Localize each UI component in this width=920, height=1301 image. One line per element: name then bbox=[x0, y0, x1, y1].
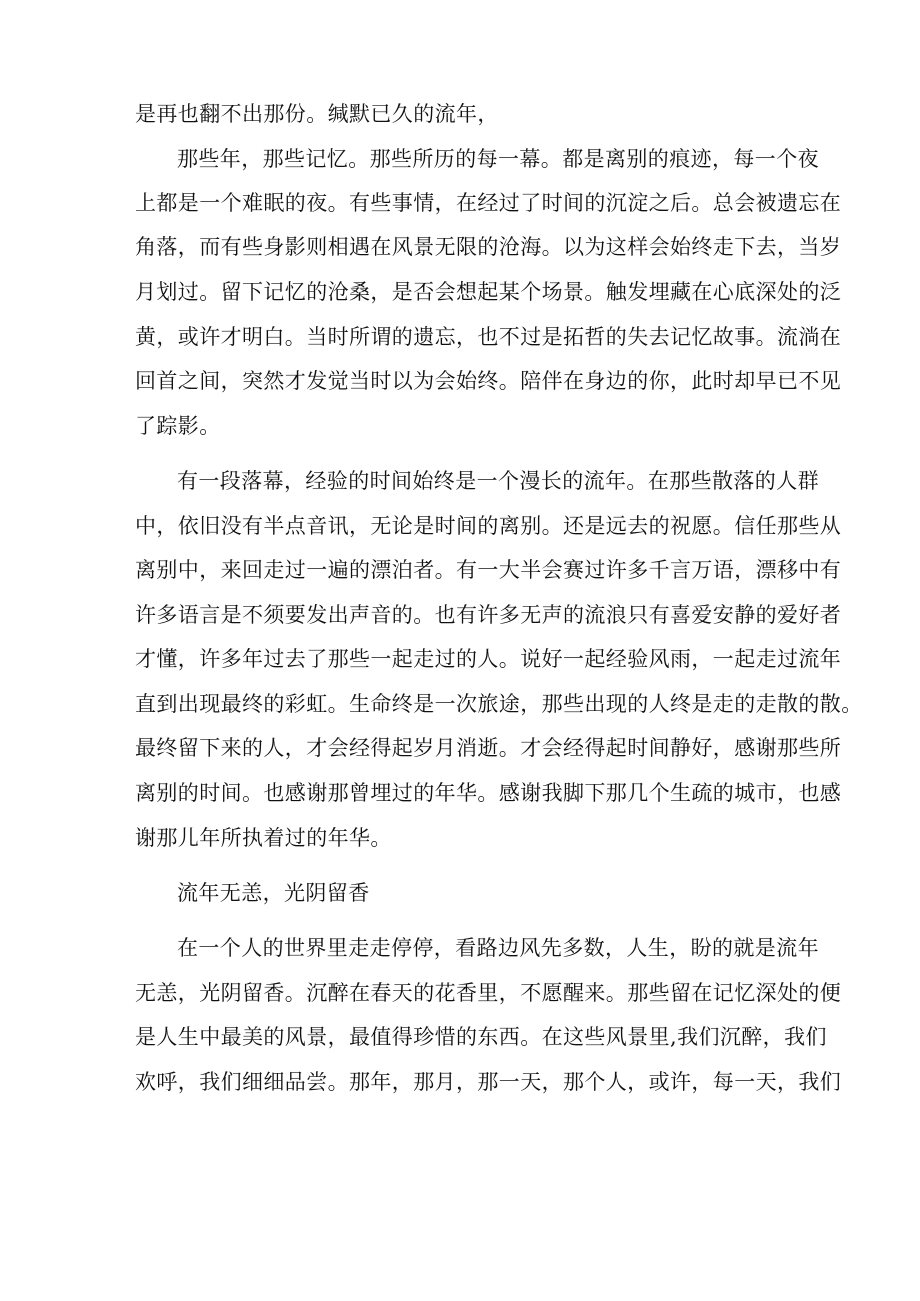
text-line: 中，依旧没有半点音讯，无论是时间的离别。还是远去的祝愿。信任那些从 bbox=[135, 514, 842, 538]
text-line: 许多语言是不须要发出声音的。也有许多无声的流浪只有喜爱安静的爱好者 bbox=[135, 603, 842, 627]
paragraph-first-line: 那些年，那些记忆。那些所历的每一幕。都是离别的痕迹，每一个夜 bbox=[177, 147, 819, 171]
section-heading: 流年无恙，光阴留香 bbox=[177, 881, 370, 905]
text-line: 月划过。留下记忆的沧桑，是否会想起某个场景。触发埋藏在心底深处的泛 bbox=[135, 280, 842, 304]
text-line: 欢呼，我们细细品尝。那年，那月，那一天，那个人，或许，每一天，我们 bbox=[135, 1070, 842, 1094]
paragraph-first-line: 在一个人的世界里走走停停，看路边风先多数，人生，盼的就是流年 bbox=[177, 936, 819, 960]
text-line: 是人生中最美的风景，最值得珍惜的东西。在这些风景里,我们沉醉，我们 bbox=[135, 1025, 827, 1049]
text-line: 最终留下来的人，才会经得起岁月消逝。才会经得起时间静好，感谢那些所 bbox=[135, 736, 842, 760]
text-line: 无恙，光阴留香。沉醉在春天的花香里，不愿醒来。那些留在记忆深处的便 bbox=[135, 981, 842, 1005]
text-line: 离别中，来回走过一遍的漂泊者。有一大半会赛过许多千言万语，漂移中有 bbox=[135, 558, 842, 582]
text-line: 是再也翻不出那份。缄默已久的流年， bbox=[135, 102, 499, 126]
text-line: 上都是一个难眠的夜。有些事情，在经过了时间的沉淀之后。总会被遗忘在 bbox=[135, 191, 842, 215]
text-line: 回首之间，突然才发觉当时以为会始终。陪伴在身边的你，此时却早已不见 bbox=[135, 369, 842, 393]
text-line: 了踪影。 bbox=[135, 414, 221, 438]
text-line: 黄，或许才明白。当时所谓的遗忘，也不过是拓哲的失去记忆故事。流淌在 bbox=[135, 325, 842, 349]
text-line: 谢那儿年所执着过的年华。 bbox=[135, 826, 392, 850]
paragraph-first-line: 有一段落幕，经验的时间始终是一个漫长的流年。在那些散落的人群 bbox=[177, 469, 819, 493]
text-line: 才懂，许多年过去了那些一起走过的人。说好一起经验风雨，一起走过流年 bbox=[135, 647, 842, 671]
text-line: 直到出现最终的彩虹。生命终是一次旅途，那些出现的人终是走的走散的散。 bbox=[135, 692, 863, 716]
text-line: 角落，而有些身影则相遇在风景无限的沧海。以为这样会始终走下去，当岁 bbox=[135, 235, 842, 259]
text-line: 离别的时间。也感谢那曾埋过的年华。感谢我脚下那几个生疏的城市，也感 bbox=[135, 781, 842, 805]
